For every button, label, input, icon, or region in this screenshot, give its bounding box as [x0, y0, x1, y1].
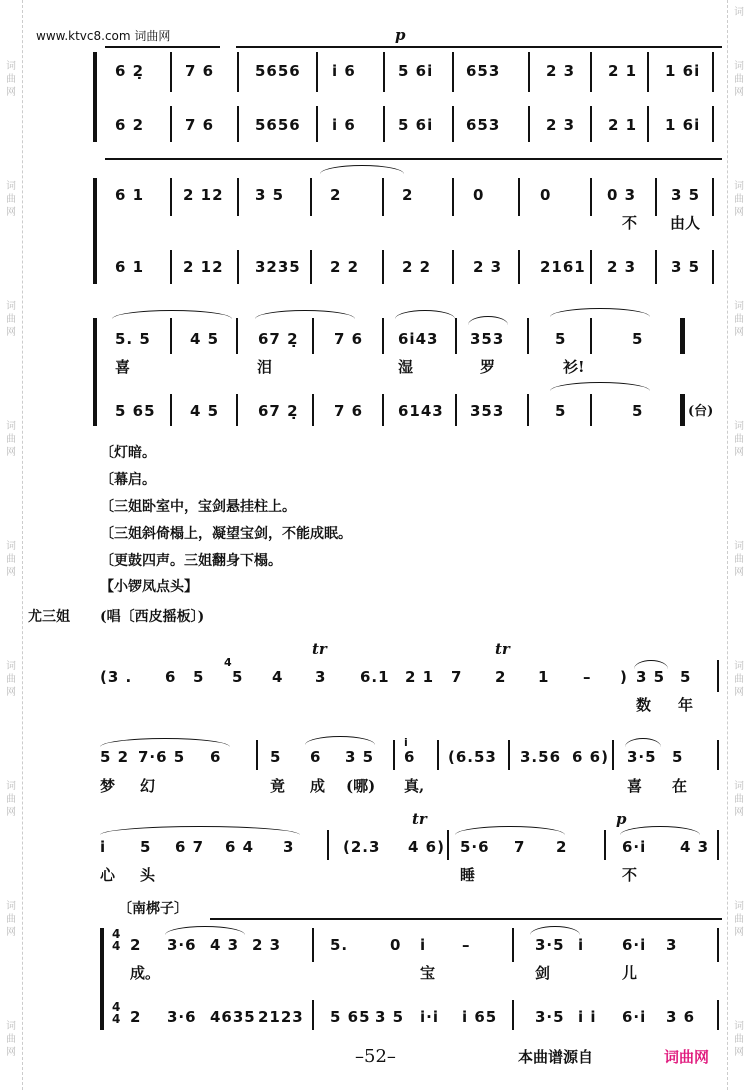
barline — [310, 178, 312, 216]
barline — [312, 394, 314, 426]
lyric: 儿 — [622, 964, 638, 982]
watermark-text: 词 曲 网 — [734, 61, 744, 98]
barline — [655, 178, 657, 216]
watermark-text: 词 曲 网 — [6, 1021, 16, 1058]
note-group: 2 — [130, 936, 142, 954]
note-group: 5 — [632, 330, 644, 348]
slur-arc — [112, 310, 232, 319]
note-group: i — [578, 936, 585, 954]
note-group: 3·6 — [167, 1008, 197, 1026]
note-group: 653 — [466, 62, 501, 80]
lyric: 睡 — [460, 866, 476, 884]
note-group: 0 — [473, 186, 485, 204]
barline — [712, 106, 714, 142]
slur-arc — [468, 316, 508, 325]
trill-mark: tr — [312, 640, 327, 658]
slur-arc — [165, 926, 245, 935]
note-group: 6·i — [622, 1008, 647, 1026]
top-rule — [105, 46, 220, 48]
barline — [590, 250, 592, 284]
note-group: 6 2̣ — [115, 62, 145, 80]
dynamic-piano: p — [395, 26, 406, 44]
note: (3 . — [100, 668, 133, 686]
barline — [452, 250, 454, 284]
stage-line: 〔三姐斜倚榻上，凝望宝剑，不能成眠。 — [100, 526, 352, 542]
lyric: 幻 — [140, 777, 156, 795]
source-note: 本曲谱源自 — [518, 1048, 594, 1066]
trill-mark: tr — [412, 810, 427, 828]
barline — [527, 394, 529, 426]
watermark-text: 词 曲 网 — [734, 781, 744, 818]
barline — [604, 830, 606, 860]
barline — [236, 394, 238, 426]
role-name: 尤三姐 — [28, 609, 70, 625]
page-number: –52– — [355, 1046, 396, 1067]
barline — [455, 394, 457, 426]
slur-arc — [625, 738, 661, 747]
barline — [236, 318, 238, 354]
note: 6 — [210, 748, 222, 766]
note: 6 — [310, 748, 322, 766]
slur-arc — [530, 926, 580, 935]
system-brace — [93, 178, 97, 284]
note-group: 5 6i — [398, 62, 434, 80]
watermark-text: 词 曲 网 — [6, 421, 16, 458]
barline — [256, 740, 258, 770]
barline — [590, 394, 592, 426]
note-group: 6 1 — [115, 186, 145, 204]
note-group: 0 — [390, 936, 402, 954]
barline — [712, 52, 714, 92]
lyric: 由人 — [670, 214, 701, 232]
note-group: 3235 — [255, 258, 301, 276]
note: ) — [620, 668, 628, 686]
watermark-text: 词 曲 网 — [6, 901, 16, 938]
note-group: 5656 — [255, 62, 301, 80]
barline — [170, 318, 172, 354]
note: – — [583, 668, 592, 686]
slur-arc — [305, 736, 375, 745]
barline — [382, 178, 384, 216]
note-group: 6·i — [622, 936, 647, 954]
note: 6·i — [622, 838, 647, 856]
note-group: 353 — [470, 330, 505, 348]
note: 6 — [165, 668, 177, 686]
site-url: www.ktvc8.com — [36, 29, 131, 43]
lyric: 年 — [678, 696, 694, 714]
note: 5·6 — [460, 838, 490, 856]
note-group: 653 — [466, 116, 501, 134]
note-group: 6 1 — [115, 258, 145, 276]
slur-arc — [395, 310, 455, 319]
note-group: i 65 — [462, 1008, 498, 1026]
slur-arc — [620, 826, 700, 835]
lyric: 喜 — [115, 358, 131, 376]
note-group: 2 12 — [183, 186, 224, 204]
note-group: 3·5 — [535, 936, 565, 954]
barline — [647, 106, 649, 142]
note-group: 4 5 — [190, 402, 220, 420]
note-group: 3 — [666, 936, 678, 954]
barline — [518, 178, 520, 216]
aria-label: (唱〔西皮摇板〕) — [100, 609, 205, 625]
time-signature-numerator: 4 — [112, 927, 122, 941]
note-group: 2 — [330, 186, 342, 204]
lyric: 宝 — [420, 964, 436, 982]
note-group: i 6 — [332, 62, 356, 80]
note: 3 5 — [636, 668, 666, 686]
barline — [455, 318, 457, 354]
note: 2 1 — [405, 668, 435, 686]
slur-arc — [550, 382, 650, 391]
note: (2.3 — [343, 838, 381, 856]
lyric: 梦 — [100, 777, 116, 795]
note-group: 2 1 — [608, 116, 638, 134]
barline — [717, 740, 719, 770]
footer-logo: 词曲网 — [664, 1048, 710, 1066]
barline — [508, 740, 510, 770]
note-group: 2 12 — [183, 258, 224, 276]
barline — [590, 52, 592, 92]
note: 7·6 5 — [138, 748, 186, 766]
lyric: 成。 — [130, 964, 161, 982]
note-group: 7 6 — [185, 116, 215, 134]
barline — [327, 830, 329, 860]
lyric: 喜 — [627, 777, 643, 795]
note-group: i 6 — [332, 116, 356, 134]
watermark-text: 词 曲 网 — [734, 541, 744, 578]
site-header — [36, 27, 170, 44]
barline — [590, 106, 592, 142]
note-group: 4635 — [210, 1008, 256, 1026]
barline — [310, 250, 312, 284]
note-group: 2 3 — [473, 258, 503, 276]
note-group: 67 2̣ — [258, 402, 299, 420]
stage-line: 〔灯暗。 — [100, 445, 156, 461]
note: 7 — [514, 838, 526, 856]
site-name: 词曲网 — [134, 29, 171, 43]
note-group: 2 3 — [546, 116, 576, 134]
barline — [527, 318, 529, 354]
note: 3·5 — [627, 748, 657, 766]
barline — [393, 740, 395, 770]
barline — [528, 106, 530, 142]
note: 3 — [315, 668, 327, 686]
percussion-cue: 【小锣凤点头】 — [100, 579, 198, 595]
barline — [452, 106, 454, 142]
note-group: 7 6 — [334, 330, 364, 348]
watermark-text: 词 曲 网 — [734, 421, 744, 458]
watermark-text: 词 曲 网 — [6, 181, 16, 218]
end-mark: (台) — [688, 404, 714, 419]
lyric: 头 — [140, 866, 156, 884]
barline — [447, 830, 449, 860]
barline — [518, 250, 520, 284]
barline — [382, 394, 384, 426]
note-group: 67 2̣ — [258, 330, 299, 348]
note-group: 3 5 — [255, 186, 285, 204]
section-label: 〔南梆子〕 — [118, 901, 188, 917]
top-rule — [236, 46, 722, 48]
note-group: 6 2 — [115, 116, 145, 134]
watermark-text: 词 曲 网 — [734, 301, 744, 338]
slur-arc — [100, 826, 300, 835]
barline — [237, 52, 239, 92]
barline — [383, 106, 385, 142]
note-group: 2 2 — [402, 258, 432, 276]
note-group: 5 65 — [115, 402, 156, 420]
watermark-text: 词 曲 网 — [6, 661, 16, 698]
barline — [237, 178, 239, 216]
system-brace — [93, 318, 97, 426]
note-group: 4 3 — [210, 936, 240, 954]
barline — [712, 250, 714, 284]
stage-line: 〔幕启。 — [100, 472, 156, 488]
watermark-text: 词 曲 网 — [734, 661, 744, 698]
note: (6.53 — [448, 748, 497, 766]
slur-arc — [455, 826, 565, 835]
note: 4 — [272, 668, 284, 686]
watermark-text: 词 曲 网 — [734, 1021, 744, 1058]
note-group: 2123 — [258, 1008, 304, 1026]
system-brace — [93, 52, 97, 142]
tie-line — [105, 158, 722, 160]
note: 5 — [680, 668, 692, 686]
note: 5 — [140, 838, 152, 856]
barline — [717, 660, 719, 692]
barline — [655, 250, 657, 284]
note-group: 5656 — [255, 116, 301, 134]
watermark-text: 词 曲 网 — [6, 61, 16, 98]
note-group: 2 2 — [330, 258, 360, 276]
lyric: 不 — [622, 214, 638, 232]
note-group: 6i43 — [398, 330, 439, 348]
note: 6 4 — [225, 838, 255, 856]
note-group: 3 5 — [671, 186, 701, 204]
note-group: 5 — [555, 402, 567, 420]
note-group: 2161 — [540, 258, 586, 276]
note-group: 0 — [540, 186, 552, 204]
barline — [170, 250, 172, 284]
barline — [717, 928, 719, 962]
barline — [712, 178, 714, 216]
barline — [590, 178, 592, 216]
note: 3.56 — [520, 748, 562, 766]
note-group: 5 65 — [330, 1008, 371, 1026]
barline — [383, 52, 385, 92]
note-group: 2 1 — [608, 62, 638, 80]
stage-line: 〔三姐卧室中，宝剑悬挂柱上。 — [100, 499, 296, 515]
note-group: 2 3 — [252, 936, 282, 954]
note: 5 — [270, 748, 282, 766]
lyric: 衫! — [563, 358, 585, 376]
note: 6 — [404, 748, 416, 766]
lyric: 心 — [100, 866, 116, 884]
barline — [316, 52, 318, 92]
tie-arc — [320, 165, 404, 174]
note-group: 5 — [632, 402, 644, 420]
note-group: 5 — [555, 330, 567, 348]
lyric: 真, — [404, 777, 425, 795]
barline — [312, 1000, 314, 1030]
barline — [237, 250, 239, 284]
note: 1 — [538, 668, 550, 686]
note-group: 4 5 — [190, 330, 220, 348]
lyric: 竟 — [270, 777, 286, 795]
lyric: 在 — [672, 777, 688, 795]
note-group: 5. 5 — [115, 330, 151, 348]
time-signature-denominator: 4 — [112, 939, 122, 953]
time-signature-numerator: 4 — [112, 1000, 122, 1014]
note-group: 2 — [130, 1008, 142, 1026]
barline — [647, 52, 649, 92]
note-group: 1 6i — [665, 116, 701, 134]
note-group: 2 — [402, 186, 414, 204]
note: 3 5 — [345, 748, 375, 766]
note: 5 — [193, 668, 205, 686]
slur-arc — [100, 738, 230, 747]
note: 2 — [495, 668, 507, 686]
note: 5 — [672, 748, 684, 766]
note: 5 — [232, 668, 244, 686]
note-group: 7 6 — [185, 62, 215, 80]
dynamic-piano: p — [616, 810, 627, 828]
note-group: 3 5 — [375, 1008, 405, 1026]
barline — [170, 394, 172, 426]
watermark-text: 词 曲 网 — [6, 781, 16, 818]
barline — [382, 318, 384, 354]
slur-arc — [255, 310, 355, 319]
barline — [316, 106, 318, 142]
watermark-text: 词 曲 网 — [6, 541, 16, 578]
lyric: 剑 — [535, 964, 551, 982]
watermark-text: 词 — [734, 7, 744, 18]
note: 6 6) — [572, 748, 609, 766]
note-group: 2 3 — [607, 258, 637, 276]
lyric: 数 — [636, 696, 652, 714]
lyric: 泪 — [257, 358, 273, 376]
stage-line: 〔更鼓四声。三姐翻身下榻。 — [100, 553, 282, 569]
note: i — [100, 838, 107, 856]
note-group: 1 6i — [665, 62, 701, 80]
barline — [512, 928, 514, 962]
note-group: 0 3 — [607, 186, 637, 204]
barline — [312, 928, 314, 962]
lyric: 罗 — [480, 358, 496, 376]
note-group: – — [462, 936, 471, 954]
barline — [237, 106, 239, 142]
watermark-text: 词 曲 网 — [734, 181, 744, 218]
note-group: i i — [578, 1008, 597, 1026]
barline — [437, 740, 439, 770]
note: 4 6) — [408, 838, 445, 856]
final-barline — [680, 394, 684, 426]
grace-note: i — [404, 736, 409, 749]
slur-arc — [550, 308, 650, 317]
note-group: 3·5 — [535, 1008, 565, 1026]
barline — [452, 178, 454, 216]
note-group: 6143 — [398, 402, 444, 420]
note-group: 3 5 — [671, 258, 701, 276]
note-group: i·i — [420, 1008, 439, 1026]
note: 3 — [283, 838, 295, 856]
note-group: 3·6 — [167, 936, 197, 954]
note-group: 5 6i — [398, 116, 434, 134]
barline — [452, 52, 454, 92]
note-group: 5. — [330, 936, 349, 954]
note: 2 — [556, 838, 568, 856]
barline — [170, 178, 172, 216]
note-group: 7 6 — [334, 402, 364, 420]
grace-note: 4 — [224, 656, 233, 669]
lyric: 湿 — [398, 358, 414, 376]
barline — [170, 106, 172, 142]
barline — [612, 740, 614, 770]
note: 4 3 — [680, 838, 710, 856]
note-group: 2 3 — [546, 62, 576, 80]
barline — [590, 318, 592, 354]
barline — [717, 830, 719, 860]
barline — [382, 250, 384, 284]
lyric: 成 — [310, 777, 326, 795]
note-group: i — [420, 936, 427, 954]
barline — [170, 52, 172, 92]
barline — [312, 318, 314, 354]
time-signature-denominator: 4 — [112, 1012, 122, 1026]
trill-mark: tr — [495, 640, 510, 658]
tie-line — [210, 918, 722, 920]
barline — [512, 1000, 514, 1030]
barline — [528, 52, 530, 92]
lyric: 不 — [622, 866, 638, 884]
watermark-text: 词 曲 网 — [734, 901, 744, 938]
note: 5 2 — [100, 748, 130, 766]
final-barline — [680, 318, 684, 354]
barline — [717, 1000, 719, 1030]
slur-arc — [634, 660, 668, 669]
system-brace — [100, 928, 104, 1030]
watermark-text: 词 曲 网 — [6, 301, 16, 338]
note-group: 3 6 — [666, 1008, 696, 1026]
note-group: 353 — [470, 402, 505, 420]
lyric: (哪) — [346, 777, 376, 795]
note: 6.1 — [360, 668, 390, 686]
note: 7 — [451, 668, 463, 686]
note: 6 7 — [175, 838, 205, 856]
